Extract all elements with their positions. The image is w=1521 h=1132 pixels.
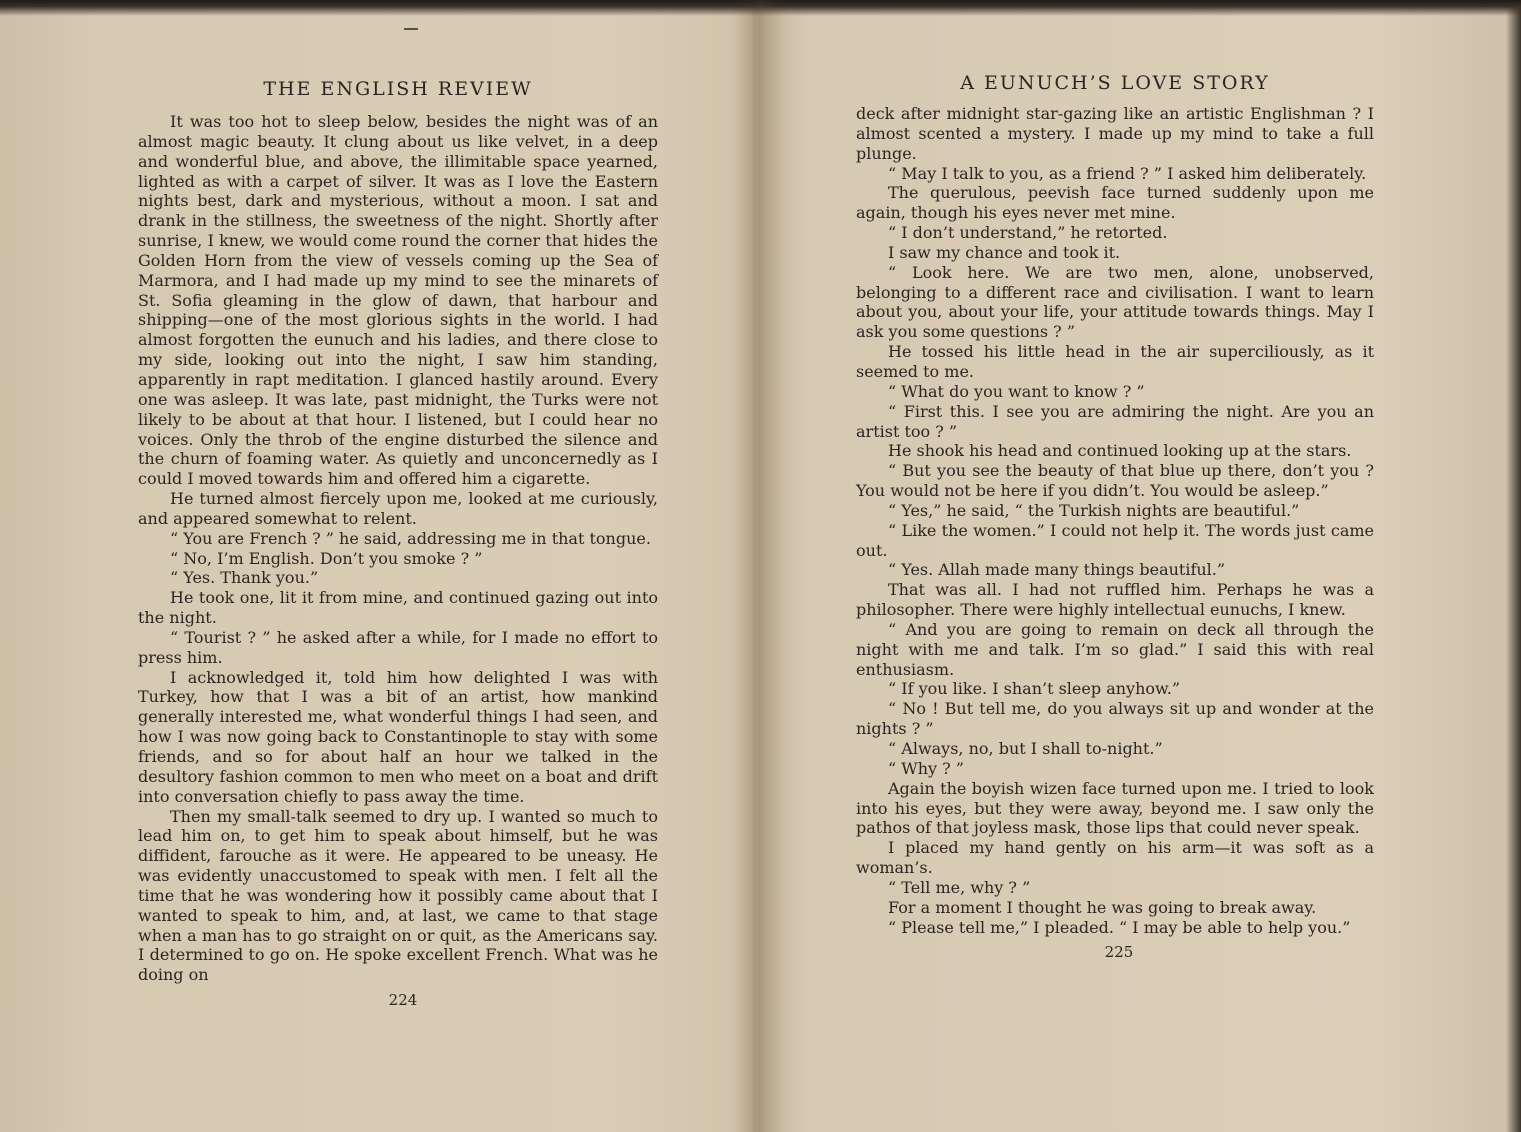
ink-mark bbox=[404, 28, 418, 30]
paragraph: He took one, lit it from mine, and continued gazing out into the night. bbox=[138, 588, 658, 628]
left-page bbox=[138, 76, 658, 1009]
paragraph: “ And you are going to remain on deck all through the night with me and talk. I’m so glad.” I said this with real enthusiasm. bbox=[856, 619, 1374, 679]
paragraph: “ You are French ? ” he said, addressing me in that tongue. bbox=[170, 528, 651, 548]
paragraph: “ May I talk to you, as a friend ? ” I asked him deliberately. bbox=[888, 163, 1367, 183]
paragraph: That was all. I had not ruffled him. Perhaps he was a philosopher. There were highly intellectual eunuchs, I knew. bbox=[856, 580, 1374, 620]
paragraph: “ Yes. Allah made many things beautiful.” bbox=[888, 560, 1226, 580]
paragraph: I acknowledged it, told him how delighted I was with Turkey, how that I was a bit of an artist, how mankind generally interested me, what wonderful things I had seen, and how I was now going back to Constantinople to stay with some friends, and so for about half an hour we talked in the desultory fashion common to men who meet on a boat and drift into conversation chiefly to pass away the time. bbox=[138, 667, 658, 806]
paragraph: “ No, I’m English. Don’t you smoke ? ” bbox=[170, 548, 483, 568]
paragraph: deck after midnight star-gazing like an artistic Englishman ? I almost scented a mystery. I made up my mind to take a full plunge. bbox=[856, 104, 1374, 163]
paragraph: For a moment I thought he was going to break away. bbox=[888, 897, 1317, 917]
paragraph: He turned almost fiercely upon me, looked at me curiously, and appeared somewhat to relent. bbox=[138, 489, 658, 528]
paragraph: “ First this. I see you are admiring the night. Are you an artist too ? ” bbox=[856, 401, 1374, 441]
running-head-left: THE ENGLISH REVIEW bbox=[263, 78, 533, 100]
page-number-right: 225 bbox=[1104, 943, 1134, 962]
paragraph: “ What do you want to know ? ” bbox=[888, 381, 1145, 401]
paragraph: Then my small-talk seemed to dry up. I wanted so much to lead him on, to get him to speak about himself, but he was diffident, farouche as it were. He appeared to be uneasy. He was evidently unaccustomed to speak with men. I felt all the time that he was wondering how it possibly came about that I wanted to speak to him, and, at last, we came to that stage when a man has to go straight on or quit, as the Americans say. I determined to go on. He spoke excellent French. What was he doing on bbox=[138, 806, 658, 985]
paragraph: “ Yes. Thank you.” bbox=[170, 568, 319, 588]
paragraph: The querulous, peevish face turned suddenly upon me again, though his eyes never met mine. bbox=[856, 183, 1374, 223]
paragraph: “ But you see the beauty of that blue up there, don’t you ? You would not be here if you didn’t. You would be asleep.” bbox=[856, 461, 1374, 501]
running-head-right: A EUNUCH’S LOVE STORY bbox=[960, 72, 1270, 94]
paragraph: “ Why ? ” bbox=[888, 758, 964, 778]
paragraph: “ I don’t understand,” he retorted. bbox=[888, 223, 1168, 243]
paragraph: “ Tourist ? ” he asked after a while, for I made no effort to press him. bbox=[138, 627, 658, 667]
right-page bbox=[856, 70, 1374, 961]
paragraph: “ Like the women.” I could not help it. The words just came out. bbox=[856, 520, 1374, 560]
right-page-body bbox=[856, 104, 1374, 937]
gutter-shadow bbox=[735, 0, 785, 1132]
paragraph: I saw my chance and took it. bbox=[888, 242, 1121, 262]
left-page-body bbox=[138, 112, 658, 985]
paragraph: “ No ! But tell me, do you always sit up and wonder at the nights ? ” bbox=[856, 699, 1374, 739]
paragraph: It was too hot to sleep below, besides the night was of an almost magic beauty. It clung about us like velvet, in a deep and wonderful blue, and above, the illimitable space yearned, lighted as with a carpet of silver. It was as I love the Eastern nights best, dark and mysterious, without a moon. I sat and drank in the stillness, the sweetness of the night. Shortly after sunrise, I knew, we would come round the corner that hides the Golden Horn from the view of vessels coming up the Sea of Marmora, and I had made up my mind to see the minarets of St. Sofia gleaming in the glow of dawn, that harbour and shipping—one of the most glorious sights in the world. I had almost forgotten the eunuch and his ladies, and there close to my side, looking out into the night, I saw him standing, apparently in rapt meditation. I glanced hastily around. Every one was asleep. It was late, past midnight, the Turks were not likely to be about at that hour. I listened, but I could hear no voices. Only the throb of the engine disturbed the silence and the churn of foaming water. As quietly and unconcernedly as I could I moved towards him and offered him a cigarette. bbox=[138, 112, 658, 489]
paragraph: “ Look here. We are two men, alone, unobserved, belonging to a different race and civilisation. I want to learn about you, about your life, your attitude towards things. May I ask you some questions ? ” bbox=[856, 262, 1374, 342]
paragraph: He tossed his little head in the air superciliously, as it seemed to me. bbox=[856, 342, 1374, 381]
paragraph: Again the boyish wizen face turned upon me. I tried to look into his eyes, but they were away, beyond me. I saw only the pathos of that joyless mask, those lips that could never speak. bbox=[856, 778, 1374, 838]
paragraph: “ Always, no, but I shall to-night.” bbox=[888, 739, 1163, 758]
paragraph: He shook his head and continued looking up at the stars. bbox=[888, 441, 1352, 461]
paragraph: “ Tell me, why ? ” bbox=[888, 877, 1031, 897]
page-number-left: 224 bbox=[388, 991, 418, 1010]
paragraph: “ If you like. I shan’t sleep anyhow.” bbox=[888, 679, 1181, 699]
paragraph: “ Yes,” he said, “ the Turkish nights are beautiful.” bbox=[888, 500, 1300, 520]
paragraph: “ Please tell me,” I pleaded. “ I may be able to help you.” bbox=[888, 917, 1351, 937]
paragraph: I placed my hand gently on his arm—it was soft as a woman’s. bbox=[856, 838, 1374, 878]
